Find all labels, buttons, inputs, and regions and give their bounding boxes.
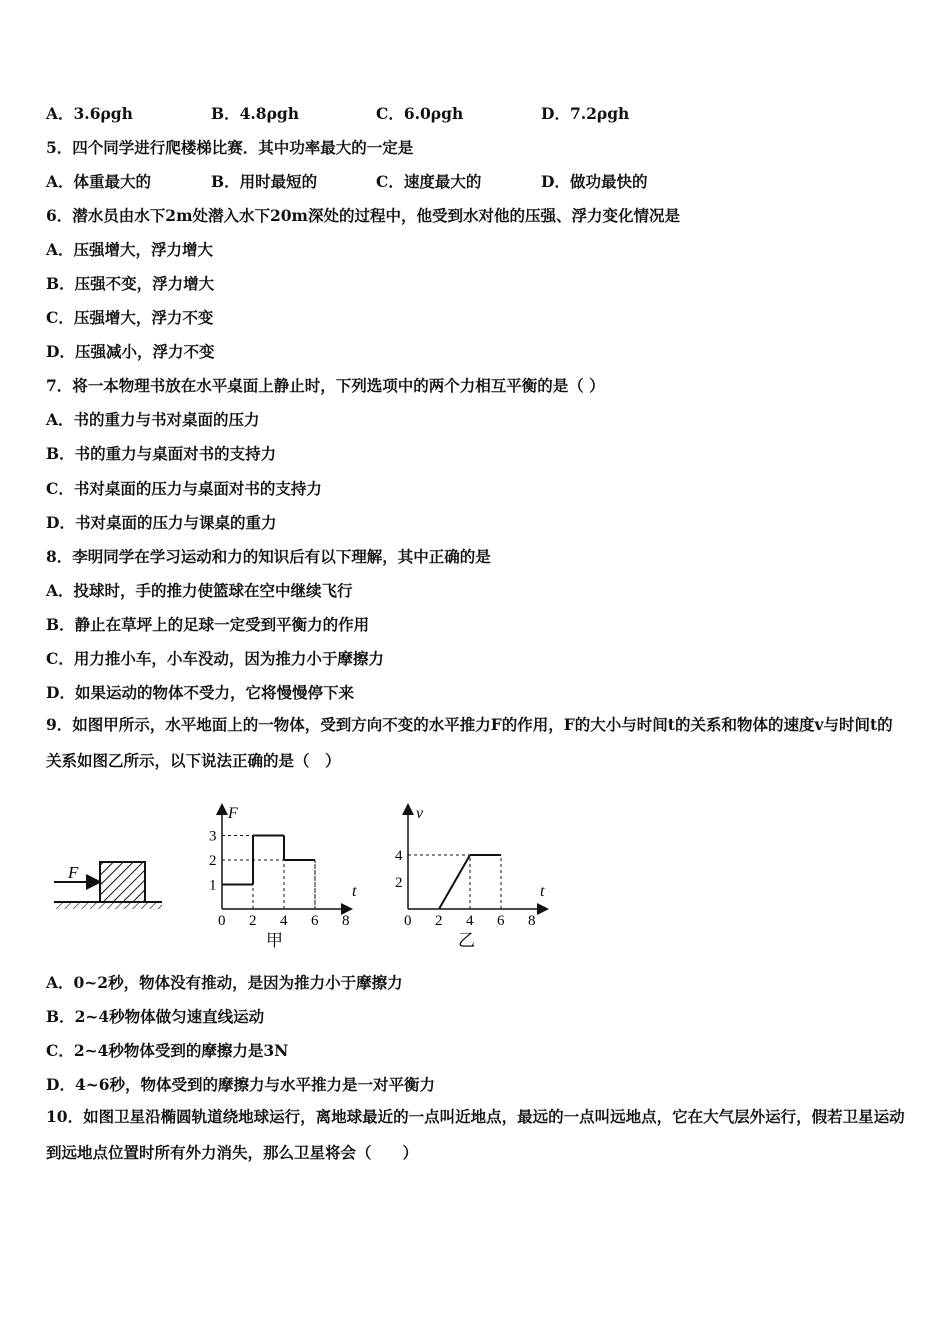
block [100, 862, 145, 902]
f-t-y-tick-1: 1 [209, 877, 217, 894]
q7-option-a: A．书的重力与书对桌面的压力 [46, 410, 260, 429]
q5-stem: 5．四个同学进行爬楼梯比赛．其中功率最大的一定是 [46, 138, 414, 157]
f-t-x-tick-4: 4 [280, 913, 288, 929]
q4-option-b: B．4.8ρgh [211, 104, 299, 123]
f-t-y-label: F [228, 805, 238, 822]
q9-option-d: D．4~6秒，物体受到的摩擦力与水平推力是一对平衡力 [46, 1075, 436, 1094]
q8-option-a: A．投球时，手的推力使篮球在空中继续飞行 [46, 581, 353, 600]
q6-option-b: B．压强不变，浮力增大 [46, 274, 215, 293]
v-t-y-tick-4: 4 [395, 848, 403, 864]
q8-option-b: B．静止在草坪上的足球一定受到平衡力的作用 [46, 615, 370, 634]
f-t-x-tick-8: 8 [342, 913, 350, 929]
q9-figure [50, 796, 570, 960]
q8-option-d: D．如果运动的物体不受力，它将慢慢停下来 [46, 683, 354, 702]
q7-option-b: B．书的重力与桌面对书的支持力 [46, 444, 277, 463]
v-t-graph [395, 805, 546, 950]
q5-option-a: A．体重最大的 [46, 172, 152, 191]
v-t-x-tick-8: 8 [528, 913, 536, 929]
q8-option-c: C．用力推小车，小车没动，因为推力小于摩擦力 [46, 649, 384, 668]
v-t-series-segment [439, 855, 470, 909]
f-t-caption: 甲 [266, 931, 283, 950]
q5-option-c: C．速度最大的 [376, 172, 482, 191]
f-t-y-tick-2: 2 [209, 853, 217, 869]
force-label: F [68, 863, 79, 882]
f-t-x-tick-6: 6 [311, 913, 319, 929]
q7-option-c: C．书对桌面的压力与桌面对书的支持力 [46, 479, 322, 498]
v-t-x-label: t [540, 883, 545, 900]
q6-stem: 6．潜水员由水下2m处潜入水下20m深处的过程中，他受到水对他的压强、浮力变化情况是 [46, 206, 680, 225]
v-t-x-tick-2: 2 [435, 913, 443, 929]
v-t-caption: 乙 [458, 931, 475, 950]
q7-stem: 7．将一本物理书放在水平桌面上静止时，下列选项中的两个力相互平衡的是（ ） [46, 376, 605, 395]
q6-option-d: D．压强减小，浮力不变 [46, 342, 215, 361]
q4-option-c: C．6.0ρgh [376, 104, 464, 123]
q4-option-d: D．7.2ρgh [541, 104, 630, 123]
q10-stem: 10．如图卫星沿椭圆轨道绕地球运行，离地球最近的一点叫近地点，最远的一点叫远地点，它在大气层外运行，假若卫星运动到远地点位置时所有外力消失，那么卫星将会（ ） [46, 1107, 905, 1162]
f-t-graph [209, 805, 357, 950]
f-t-x-tick-2: 2 [249, 913, 257, 929]
q5-option-d: D．做功最快的 [541, 172, 648, 191]
v-t-x-tick-4: 4 [466, 913, 474, 929]
f-t-x-tick-0: 0 [218, 913, 226, 929]
q9-option-a: A．0~2秒，物体没有推动，是因为推力小于摩擦力 [46, 973, 403, 992]
v-t-y-label: v [416, 805, 424, 822]
q5-option-b: B．用时最短的 [211, 172, 318, 191]
block-diagram [54, 862, 162, 909]
v-t-y-tick-2: 2 [395, 875, 403, 891]
v-t-x-tick-0: 0 [404, 913, 412, 929]
q4-option-a: A．3.6ρgh [46, 104, 133, 123]
f-t-x-label: t [352, 883, 357, 900]
v-t-x-tick-6: 6 [497, 913, 505, 929]
f-t-y-tick-3: 3 [209, 828, 217, 845]
q9-option-c: C．2~4秒物体受到的摩擦力是3N [46, 1041, 289, 1060]
q6-option-a: A．压强增大，浮力增大 [46, 240, 214, 259]
q9-stem: 9．如图甲所示，水平地面上的一物体，受到方向不变的水平推力F的作用，F的大小与时间t的关系和物体的速度v与时间t的关系如图乙所示，以下说法正确的是（ ） [46, 715, 893, 770]
q9-option-b: B．2~4秒物体做匀速直线运动 [46, 1007, 265, 1026]
ground-hatch [54, 903, 162, 909]
q9-figure-svg [50, 796, 570, 956]
q6-option-c: C．压强增大，浮力不变 [46, 308, 214, 327]
q7-option-d: D．书对桌面的压力与课桌的重力 [46, 513, 277, 532]
q8-stem: 8．李明同学在学习运动和力的知识后有以下理解，其中正确的是 [46, 547, 491, 566]
